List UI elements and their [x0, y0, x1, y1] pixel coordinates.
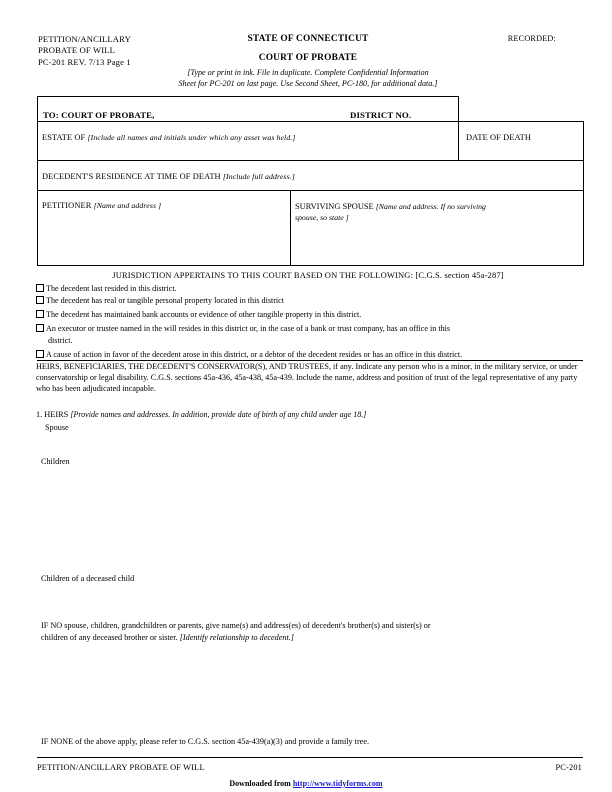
checkbox-icon[interactable]: [36, 284, 44, 292]
checkbox-icon[interactable]: [36, 310, 44, 318]
form-identifier-block: [38, 34, 131, 68]
heirs-beneficiaries-paragraph: HEIRS, BENEFICIARIES, THE DECEDENT'S CONSERVATOR(S), AND TRUSTEES, if any. Indicate any person who is a minor, in the military service, or under conservatorship or legal disability. C.G.S. sections 45a-436, 45a-438, 45a-439. Include the name, address and position of trust of the legal representative of any party who has been adjudicated incapable.: [36, 362, 578, 394]
jurisdiction-title: JURISDICTION APPERTAINS TO THIS COURT BASED ON THE FOLLOWING: [C.G.S. section 45a-287]: [112, 270, 504, 280]
checkbox-icon[interactable]: [36, 324, 44, 332]
form-instructions: [38, 68, 578, 89]
date-of-death-label: DATE OF DEATH: [466, 133, 532, 142]
instruction-line-2: Sheet for PC-201 on last page. Use Second Sheet, PC-180, for additional data.]: [178, 78, 438, 88]
surviving-spouse-hint-line-1: [Name and address. If no surviving: [375, 202, 486, 211]
divider-residence-row-right: [583, 160, 584, 191]
checkbox-icon[interactable]: [36, 296, 44, 304]
divider-parties-row-bottom: [37, 265, 583, 266]
form-number-revision: PC-201 REV. 7/13 Page 1: [38, 56, 131, 67]
heirs-subfield-deceased-child-children[interactable]: Children of a deceased child: [41, 574, 135, 583]
heirs-subfield-children[interactable]: Children: [41, 457, 70, 466]
if-none-instruction: IF NONE of the above apply, please refer to C.G.S. section 45a-439(a)(3) and provide a family tree.: [41, 737, 369, 746]
checkbox-icon[interactable]: [36, 350, 44, 358]
surviving-spouse-label: SURVIVING SPOUSE: [295, 202, 374, 211]
form-title-line-2: PROBATE OF WILL: [38, 45, 116, 56]
agency-title-block: [158, 34, 458, 63]
divider-estate-row-top: [37, 121, 583, 122]
petitioner-field[interactable]: [42, 201, 161, 210]
heirs-subfield-spouse[interactable]: Spouse: [45, 423, 69, 432]
residence-label: DECEDENT'S RESIDENCE AT TIME OF DEATH: [42, 172, 221, 181]
heirs-item-1: [36, 410, 366, 419]
jurisdiction-option-2-label: The decedent has real or tangible personal property located in this district: [46, 296, 285, 305]
instruction-line-1: [Type or print in ink. File in duplicate. Complete Confidential Information: [187, 68, 429, 77]
footer-form-name: PETITION/ANCILLARY PROBATE OF WILL: [37, 763, 205, 772]
petitioner-label: PETITIONER: [42, 201, 92, 210]
jurisdiction-option-1-label: The decedent last resided in this district.: [46, 284, 177, 293]
divider-parties-row-left: [37, 190, 38, 266]
divider-footer-top: [37, 757, 583, 758]
divider-court-row-left: [37, 96, 38, 122]
jurisdiction-option-4[interactable]: [36, 324, 581, 335]
divider-parties-row-top: [37, 190, 583, 191]
form-title-line-1: PETITION/ANCILLARY: [38, 34, 131, 44]
jurisdiction-option-3-label: The decedent has maintained bank accounts or evidence of other tangible property in this district.: [46, 310, 362, 319]
download-prefix: Downloaded from: [229, 779, 293, 788]
no-spouse-instruction-line-1: IF NO spouse, children, grandchildren or parents, give name(s) and address(es) of decedent's brother(s) and sister(s) or: [41, 621, 431, 630]
jurisdiction-option-5-label: A cause of action in favor of the decedent arose in this district, or a debtor of the decedent resides or has an office in this district.: [46, 350, 463, 359]
estate-of-field[interactable]: [42, 133, 296, 142]
heirs-item-1-hint: [Provide names and addresses. In addition, provide date of birth of any child under age 18.]: [70, 410, 367, 419]
download-attribution: [0, 779, 612, 788]
divider-estate-row-left: [37, 121, 38, 161]
to-court-label: TO: COURT OF PROBATE,: [43, 110, 155, 120]
residence-field[interactable]: [42, 172, 295, 181]
estate-of-hint: [Include all names and initials under which any asset was held.]: [87, 133, 296, 142]
date-of-death-field[interactable]: [466, 133, 531, 142]
divider-parties-row-right: [583, 190, 584, 266]
jurisdiction-option-4-continuation: district.: [48, 336, 73, 345]
state-name: STATE OF CONNECTICUT: [247, 34, 369, 44]
download-source-link[interactable]: http://www.tidyforms.com: [292, 779, 383, 788]
heirs-item-1-number: 1. HEIRS: [36, 410, 69, 419]
divider-estate-row-mid: [458, 121, 459, 161]
divider-residence-row-left: [37, 160, 38, 191]
surviving-spouse-field[interactable]: [295, 201, 577, 223]
surviving-spouse-hint-line-2: spouse, so state ]: [295, 213, 349, 222]
jurisdiction-option-2[interactable]: [36, 296, 581, 307]
divider-parties-row-mid: [290, 190, 291, 266]
divider-court-row-right: [458, 96, 459, 122]
divider-estate-row-right: [583, 121, 584, 161]
jurisdiction-option-4-label: An executor or trustee named in the will resides in this district or, in the case of a bank or trust company, has an office in this: [46, 324, 451, 333]
jurisdiction-option-5[interactable]: [36, 350, 581, 361]
no-spouse-instruction: [41, 620, 581, 643]
divider-court-row-top: [37, 96, 458, 97]
no-spouse-instruction-line-2: children of any deceased brother or sister.: [41, 632, 178, 642]
footer-form-number: PC-201: [555, 763, 582, 772]
jurisdiction-option-1[interactable]: [36, 284, 581, 295]
divider-residence-row-top: [37, 160, 583, 161]
residence-hint: [Include full address.]: [222, 172, 295, 181]
no-spouse-instruction-hint: [Identify relationship to decedent.]: [179, 632, 294, 642]
jurisdiction-option-3[interactable]: [36, 310, 581, 321]
estate-of-label: ESTATE OF: [42, 133, 86, 142]
court-name: COURT OF PROBATE: [258, 53, 358, 63]
district-no-label: DISTRICT NO.: [350, 110, 412, 120]
petitioner-hint: [Name and address ]: [93, 201, 162, 210]
recorded-label: RECORDED:: [507, 34, 556, 43]
